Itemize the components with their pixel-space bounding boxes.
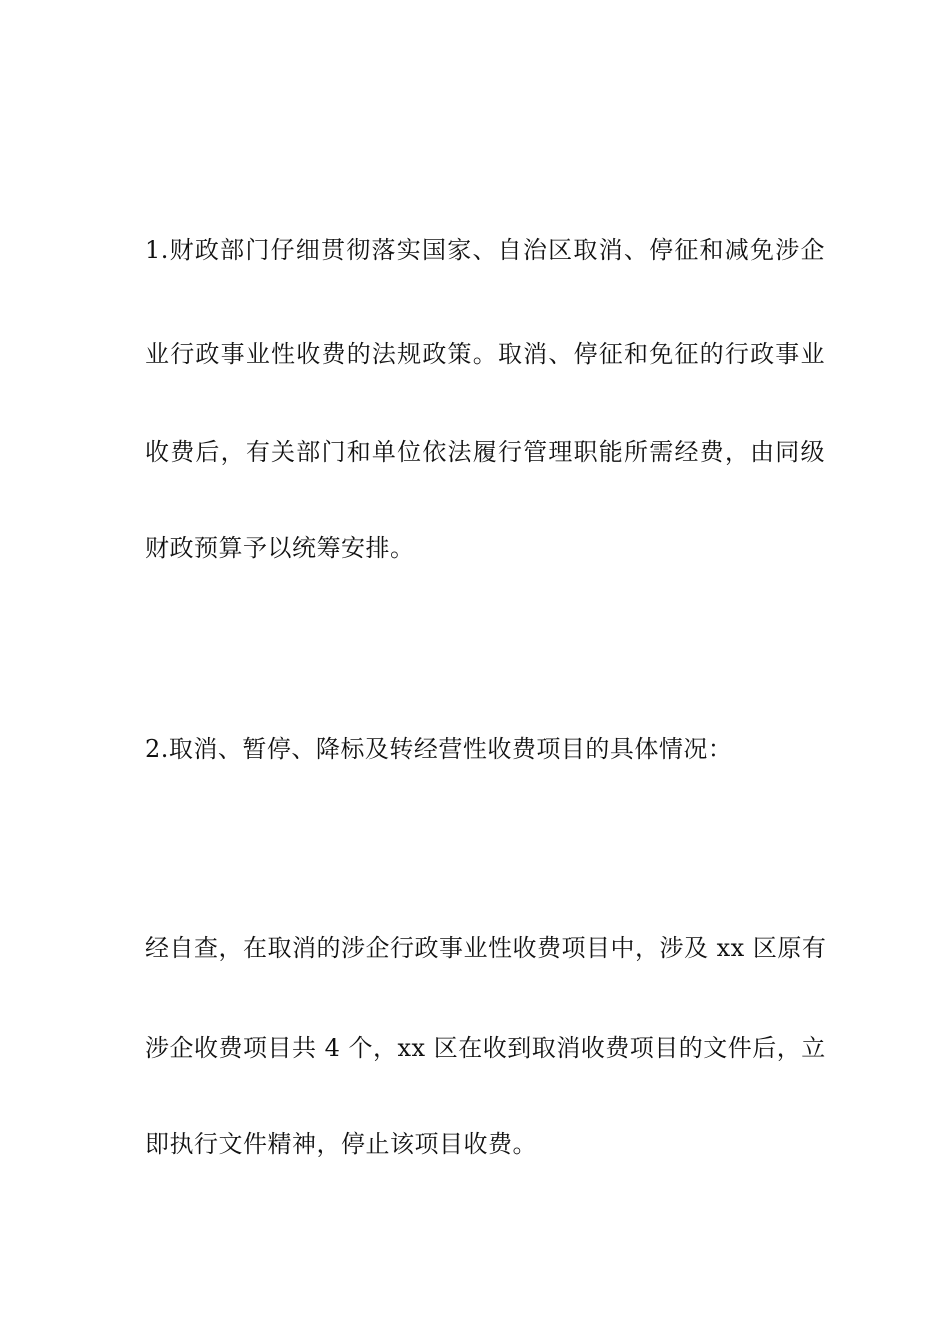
- paragraph-1-line-2: 业行政事业性收费的法规政策。取消、停征和免征的行政事业: [145, 340, 825, 368]
- paragraph-3-line-2: 涉企收费项目共 4 个，xx 区在收到取消收费项目的文件后，立: [145, 1034, 826, 1062]
- paragraph-1-line-1: 1.财政部门仔细贯彻落实国家、自治区取消、停征和减免涉企: [145, 236, 825, 264]
- paragraph-2-line-1: 2.取消、暂停、降标及转经营性收费项目的具体情况：: [145, 735, 733, 763]
- paragraph-1-line-4: 财政预算予以统筹安排。: [145, 534, 415, 562]
- paragraph-3-line-3: 即执行文件精神，停止该项目收费。: [145, 1130, 537, 1158]
- paragraph-3-line-1: 经自查，在取消的涉企行政事业性收费项目中，涉及 xx 区原有: [145, 934, 827, 962]
- paragraph-1-line-3: 收费后，有关部门和单位依法履行管理职能所需经费，由同级: [145, 438, 825, 466]
